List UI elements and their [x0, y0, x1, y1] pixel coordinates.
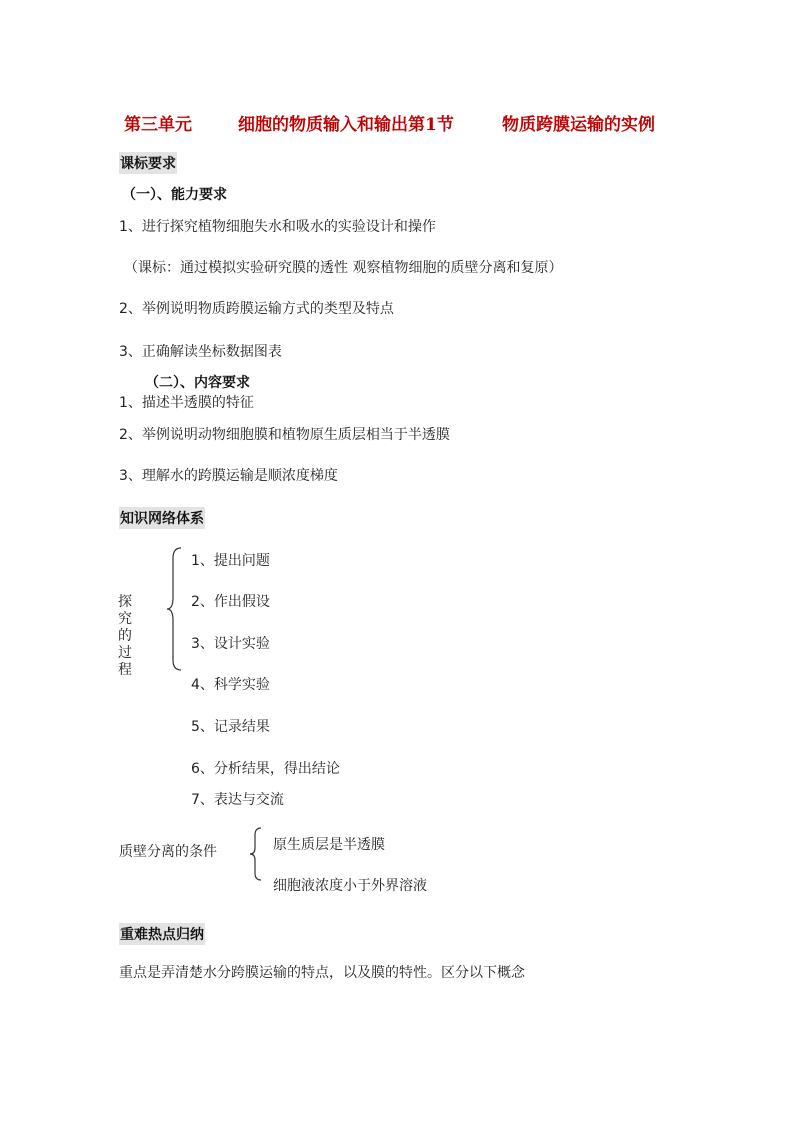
ability-item-3: 3、正确解读坐标数据图表 [119, 344, 282, 360]
step-7: 7、表达与交流 [191, 792, 284, 808]
left-brace-icon [248, 826, 264, 882]
step-5: 5、记录结果 [191, 719, 270, 735]
step-6: 6、分析结果，得出结论 [191, 761, 340, 777]
content-heading: （二）、内容要求 [145, 375, 250, 391]
step-4: 4、科学实验 [191, 677, 270, 693]
plasmolysis-condition-1: 原生质层是半透膜 [273, 837, 385, 853]
ability-item-2: 2、举例说明物质跨膜运输方式的类型及特点 [119, 301, 394, 317]
step-2: 2、作出假设 [191, 594, 270, 610]
left-brace-icon [166, 546, 184, 672]
ability-item-1: 1、进行探究植物细胞失水和吸水的实验设计和操作 [119, 219, 436, 235]
ability-item-note: （课标：通过模拟实验研究膜的透性 观察植物细胞的质壁分离和复原） [124, 260, 563, 276]
content-item-1: 1、描述半透膜的特征 [119, 395, 254, 411]
section-heading-network: 知识网络体系 [119, 507, 205, 529]
plasmolysis-label: 质壁分离的条件 [119, 844, 217, 860]
content-item-3: 3、理解水的跨膜运输是顺浓度梯度 [119, 468, 338, 484]
step-1: 1、提出问题 [191, 553, 270, 569]
title-topic: 物质跨膜运输的实例 [502, 115, 655, 135]
process-vertical-label: 探究的过程 [118, 594, 132, 678]
keypoints-text: 重点是弄清楚水分跨膜运输的特点，以及膜的特性。区分以下概念 [119, 965, 525, 981]
title-chapter: 细胞的物质输入和输出第1节 [238, 115, 454, 135]
step-3: 3、设计实验 [191, 636, 270, 652]
content-item-2: 2、举例说明动物细胞膜和植物原生质层相当于半透膜 [119, 427, 450, 443]
section-heading-keypoints: 重难热点归纳 [119, 923, 205, 945]
section-heading-curriculum: 课标要求 [119, 152, 177, 174]
title-unit: 第三单元 [124, 115, 192, 135]
ability-heading: （一）、能力要求 [122, 187, 227, 203]
plasmolysis-condition-2: 细胞液浓度小于外界溶液 [273, 878, 427, 894]
